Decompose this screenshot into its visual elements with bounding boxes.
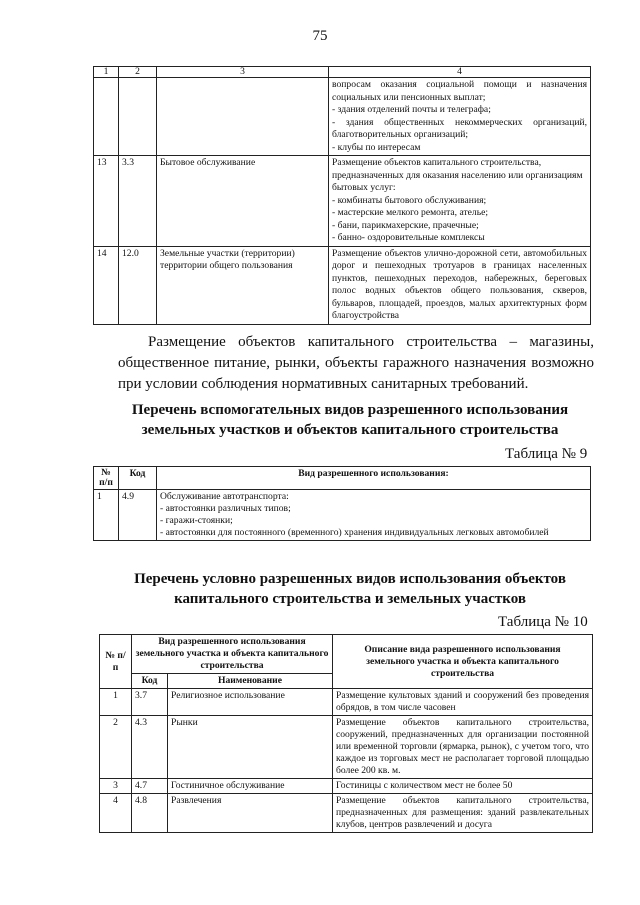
header-code: Код [132, 674, 168, 689]
description-line: - гаражи-стоянки; [160, 515, 233, 526]
description-line: - клубы по интересам [332, 141, 421, 153]
header-number: № п/п [94, 467, 119, 490]
row-code: 4.8 [132, 794, 168, 833]
body-paragraph [118, 332, 594, 395]
table-row [94, 246, 591, 324]
description-line: - банно- оздоровительные комплексы [332, 232, 485, 243]
row-name: Рынки [168, 716, 333, 779]
header-kind: Вид разрешенного использования: [157, 467, 591, 490]
header-description: Описание вида разрешенного использования земельного участка и объекта капитального строительства [333, 635, 593, 689]
row-name: Религиозное использование [168, 689, 333, 716]
description-line: Размещение объектов капитального строительства, предназначенных для оказания населению или организациям бытовых услуг: [332, 157, 583, 193]
land-use-table-continued [93, 66, 591, 325]
header-code: Код [119, 467, 157, 490]
page-number: 75 [312, 28, 328, 44]
row-number: 1 [100, 689, 132, 716]
row-code: 3.7 [132, 689, 168, 716]
conditional-uses-table [99, 634, 593, 833]
row-number: 1 [94, 490, 119, 541]
heading-conditional-uses: Перечень условно разрешенных видов использования объектов капитального строительства и земельных участков [134, 571, 566, 607]
table-row [94, 78, 591, 156]
header-kind: Вид разрешенного использования земельного участка и объекта капитального строительства [132, 635, 333, 674]
paragraph-text: Размещение объектов капитального строительства – магазины, общественное питание, рынки, объекты гаражного назначения возможно при условии соблюдения нормативных санитарных требований. [118, 334, 594, 392]
column-number-4: 4 [329, 67, 591, 78]
description-line: - автостоянки для постоянного (временного) хранения индивидуальных легковых автомобилей [160, 527, 549, 538]
description-line: - комбинаты бытового обслуживания; [332, 194, 487, 206]
row-code: 3.3 [119, 156, 157, 247]
table-row [94, 490, 591, 541]
description-line: - автостоянки различных типов; [160, 503, 291, 514]
row-number: 3 [100, 779, 132, 794]
row-description: Гостиницы с количеством мест не более 50 [333, 779, 593, 794]
table-row [94, 156, 591, 247]
table-row [100, 716, 593, 779]
row-description [329, 156, 591, 247]
description-line: - здания общественных некоммерческих организаций, благотворительных организаций; [332, 116, 587, 140]
table-9-caption: Таблица № 9 [505, 446, 588, 462]
table-row [100, 689, 593, 716]
heading-auxiliary-uses: Перечень вспомогательных видов разрешенного использования земельных участков и объектов капитального строительства [131, 402, 569, 438]
row-code: 4.9 [119, 490, 157, 541]
description-line: - бани, парикмахерские, прачечные; [332, 219, 479, 231]
row-number: 2 [100, 716, 132, 779]
row-name: Бытовое обслуживание [157, 156, 329, 247]
row-code: 12.0 [119, 246, 157, 324]
continued-description [329, 78, 591, 156]
description-line: - здания отделений почты и телеграфа; [332, 104, 491, 115]
row-description: Размещение объектов капитального строительства, сооружений, предназначенных для организации постоянной или временной торговли (ярмарка, рынок), с учетом того, что каждое из торговых мест не располагает торговой площадью более 200 кв. м. [333, 716, 593, 779]
column-number-1: 1 [94, 67, 119, 78]
row-number: 14 [94, 246, 119, 324]
header-name: Наименование [168, 674, 333, 689]
table-header-row [94, 67, 591, 78]
table-10-caption: Таблица № 10 [498, 614, 588, 630]
column-number-3: 3 [157, 67, 329, 78]
row-name: Развлечения [168, 794, 333, 833]
row-name: Гостиничное обслуживание [168, 779, 333, 794]
table-header-row [94, 467, 591, 490]
row-description: Размещение объектов улично-дорожной сети, автомобильных дорог и пешеходных тротуаров в границах населенных пунктов, пешеходных переходов, набережных, береговых полос водных объектов общего пользования, скверов, бульваров, площадей, проездов, малых архитектурных форм благоустройства [329, 246, 591, 324]
description-line: Обслуживание автотранспорта: [160, 491, 289, 502]
row-code: 4.3 [132, 716, 168, 779]
table-row [100, 794, 593, 833]
row-description [157, 490, 591, 541]
header-number: № п/п [100, 635, 132, 689]
row-description: Размещение культовых зданий и сооружений без проведения обрядов, в том числе часовен [333, 689, 593, 716]
table-row [100, 779, 593, 794]
row-number: 4 [100, 794, 132, 833]
table-header-row [100, 635, 593, 674]
description-line: - мастерские мелкого ремонта, ателье; [332, 207, 489, 218]
auxiliary-uses-table [93, 466, 591, 541]
description-line: вопросам оказания социальной помощи и назначения социальных или пенсионных выплат; [332, 79, 587, 103]
column-number-2: 2 [119, 67, 157, 78]
row-number: 13 [94, 156, 119, 247]
row-name: Земельные участки (территории) территории общего пользования [157, 246, 329, 324]
row-description: Размещение объектов капитального строительства, предназначенных для размещения: зданий развлекательных клубов, центров развлечений и досуга [333, 794, 593, 833]
row-code: 4.7 [132, 779, 168, 794]
